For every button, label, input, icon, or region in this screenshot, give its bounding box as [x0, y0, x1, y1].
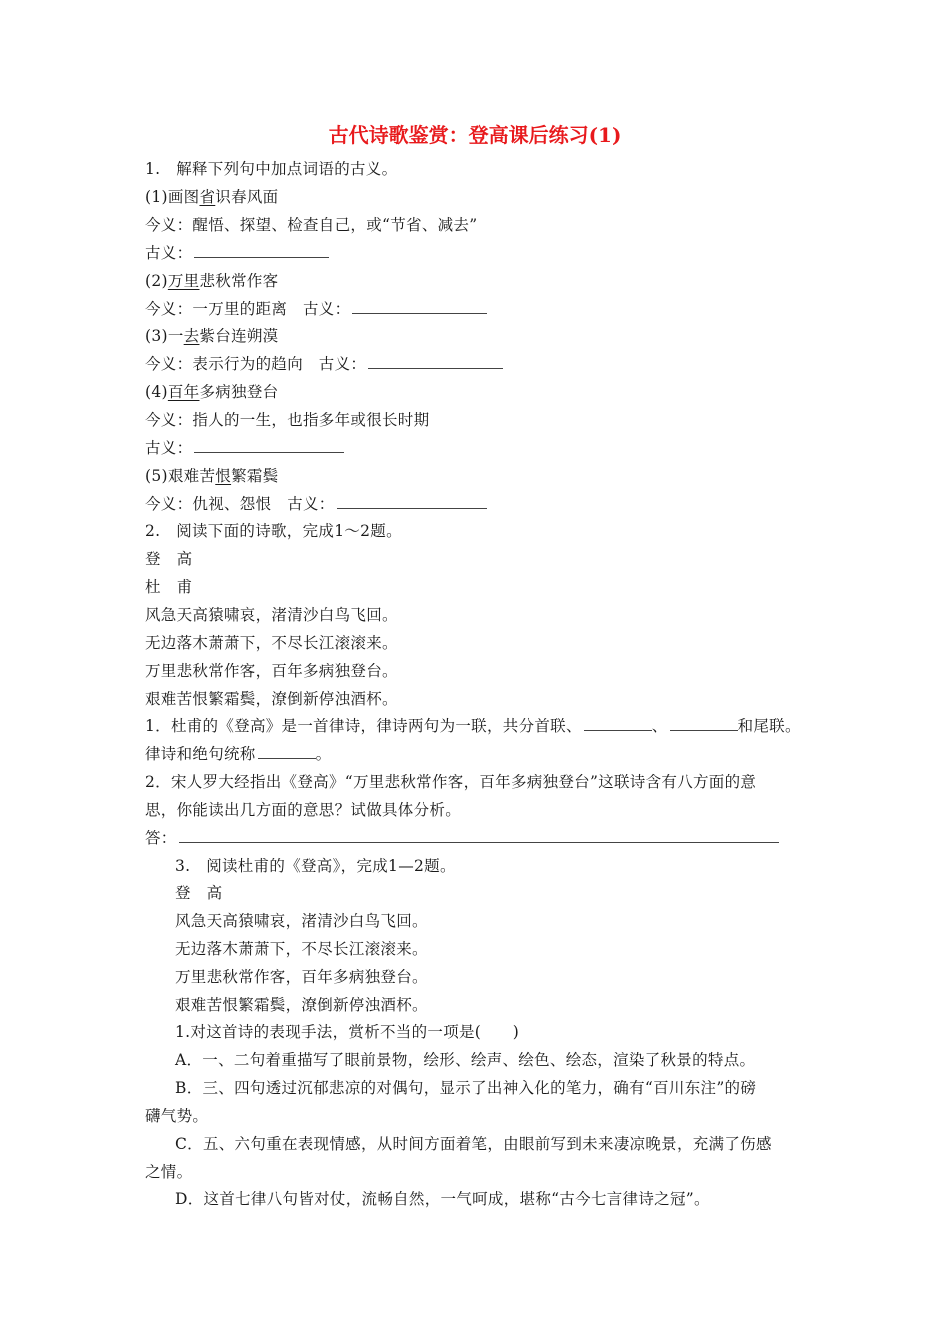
- q2-sub2-line-1: 2．宋人罗大经指出《登高》“万里悲秋常作客，百年多病独登台”这联诗含有八方面的意: [145, 773, 757, 791]
- q1-item-3: (3)一去紫台连朔漠: [145, 327, 279, 345]
- q2-poem-line-3: 万里悲秋常作客，百年多病独登台。: [145, 662, 398, 680]
- answer-blank[interactable]: [670, 716, 738, 731]
- q1-item-1: (1)画图省识春风面: [145, 188, 279, 206]
- q3-poem-line-4: 艰难苦恨繁霜鬓，潦倒新停浊酒杯。: [175, 996, 428, 1014]
- answer-blank[interactable]: [584, 716, 652, 731]
- q1-item-4-ancient: 古义：: [145, 437, 344, 459]
- q2-poem-line-2: 无边落木萧萧下，不尽长江滚滚来。: [145, 634, 398, 652]
- q3-poem-line-2: 无边落木萧萧下，不尽长江滚滚来。: [175, 940, 428, 958]
- q1-item-5: (5)艰难苦恨繁霜鬓: [145, 467, 279, 485]
- q3-option-b-cont: 礴气势。: [145, 1107, 209, 1125]
- q1-item-1-modern: 今义：醒悟、探望、检查自己，或“节省、减去”: [145, 216, 478, 234]
- q1-item-5-modern: 今义：仇视、怨恨 古义：: [145, 493, 487, 515]
- answer-blank[interactable]: [337, 494, 487, 509]
- q1-item-4: (4)百年多病独登台: [145, 383, 279, 401]
- key-word: 去: [183, 327, 200, 345]
- q2-poem-author: 杜 甫: [145, 578, 193, 596]
- q2-stem: 2. 阅读下面的诗歌，完成1～2题。: [145, 522, 402, 540]
- answer-blank[interactable]: [368, 354, 503, 369]
- q1-item-3-modern: 今义：表示行为的趋向 古义：: [145, 353, 503, 375]
- q3-option-b: B．三、四句透过沉郁悲凉的对偶句，显示了出神入化的笔力，确有“百川东注”的磅: [175, 1079, 757, 1097]
- q2-poem-title: 登 高: [145, 550, 193, 568]
- q3-stem: 3. 阅读杜甫的《登高》，完成1—2题。: [175, 857, 456, 875]
- q1-item-2: (2)万里悲秋常作客: [145, 272, 279, 290]
- answer-line[interactable]: [179, 828, 779, 843]
- q1-item-1-ancient: 古义：: [145, 242, 329, 264]
- q2-answer: 答：: [145, 827, 779, 849]
- q3-question: 1.对这首诗的表现手法，赏析不当的一项是( ): [175, 1023, 520, 1041]
- answer-blank[interactable]: [194, 438, 344, 453]
- q2-poem-line-4: 艰难苦恨繁霜鬓，潦倒新停浊酒杯。: [145, 690, 398, 708]
- q3-option-d: D．这首七律八句皆对仗，流畅自然，一气呵成，堪称“古今七言律诗之冠”。: [175, 1190, 710, 1208]
- key-word: 省: [199, 188, 216, 206]
- key-word: 万里: [167, 272, 200, 290]
- q1-stem: 1. 解释下列句中加点词语的古义。: [145, 160, 398, 178]
- key-word: 百年: [167, 383, 200, 401]
- q3-poem-title: 登 高: [175, 884, 223, 902]
- answer-blank[interactable]: [194, 243, 329, 258]
- q1-item-2-modern: 今义：一万里的距离 古义：: [145, 298, 487, 320]
- q2-sub1-line-2: 律诗和绝句统称 。: [145, 745, 332, 763]
- q2-sub1-line-1: 1．杜甫的《登高》是一首律诗，律诗两句为一联，共分首联、 、 和尾联。: [145, 717, 801, 735]
- key-word: 恨: [215, 467, 232, 485]
- answer-blank[interactable]: [352, 299, 487, 314]
- q2-sub2-line-2: 思，你能读出几方面的意思？试做具体分析。: [145, 801, 462, 819]
- document-title: 古代诗歌鉴赏：登高课后练习(1): [328, 123, 622, 147]
- answer-blank[interactable]: [258, 744, 316, 759]
- q1-item-4-modern: 今义：指人的一生，也指多年或很长时期: [145, 411, 430, 429]
- q3-option-c: C．五、六句重在表现情感，从时间方面着笔，由眼前写到未来凄凉晚景，充满了伤感: [175, 1135, 772, 1153]
- q2-poem-line-1: 风急天高猿啸哀，渚清沙白鸟飞回。: [145, 606, 398, 624]
- q3-poem-line-1: 风急天高猿啸哀，渚清沙白鸟飞回。: [175, 912, 428, 930]
- q3-poem-line-3: 万里悲秋常作客，百年多病独登台。: [175, 968, 428, 986]
- q3-option-a: A．一、二句着重描写了眼前景物，绘形、绘声、绘色、绘态，渲染了秋景的特点。: [175, 1051, 756, 1069]
- q3-option-c-cont: 之情。: [145, 1163, 193, 1181]
